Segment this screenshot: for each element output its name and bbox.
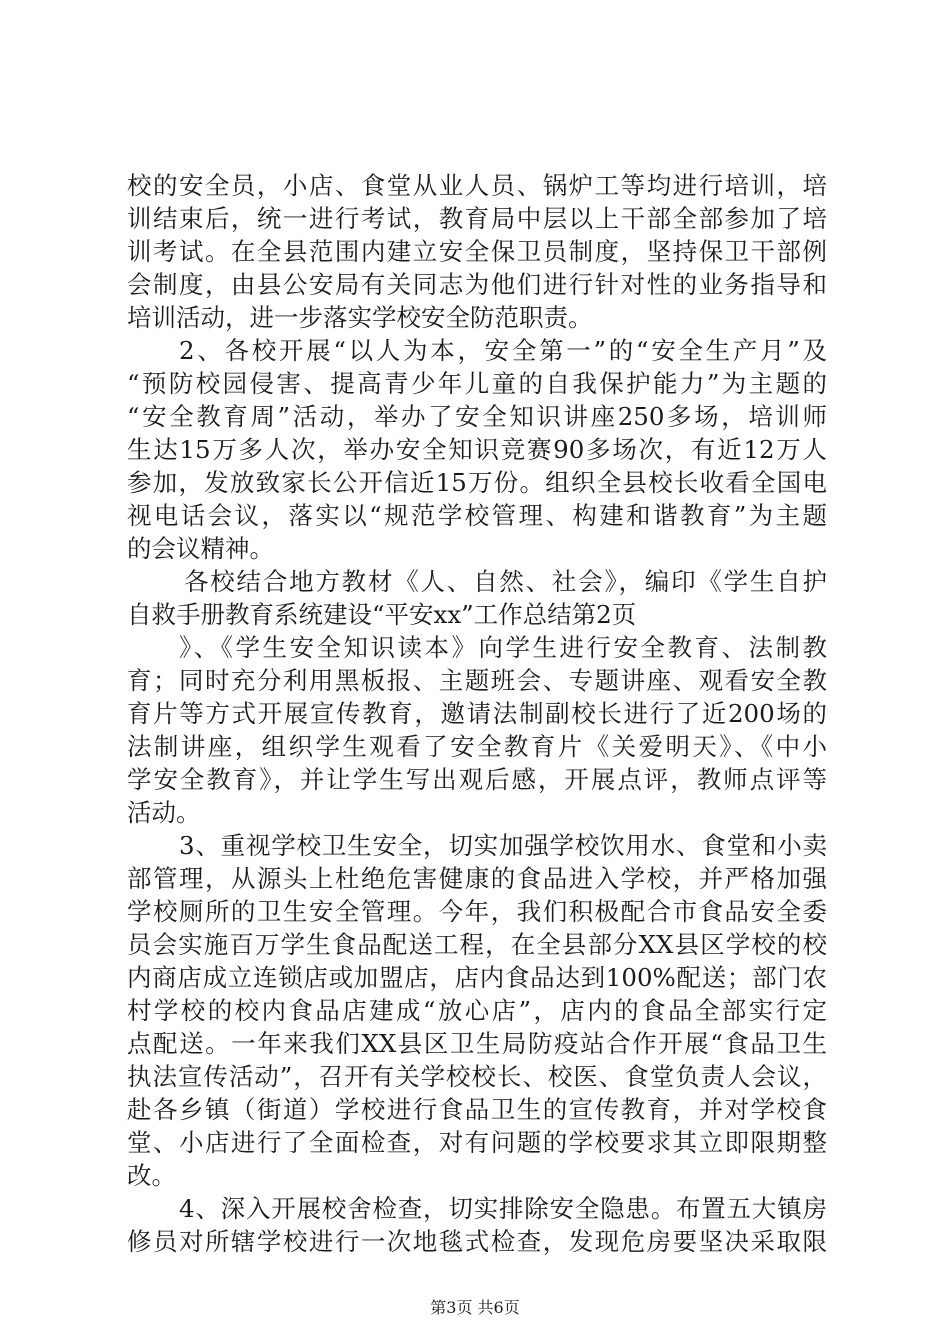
text-line: 2、各校开展“以人为本，安全第一”的“安全生产月”及 (179, 336, 827, 365)
text-line: 3、重视学校卫生安全，切实加强学校饮用水、食堂和小卖 (179, 831, 827, 860)
text-line: 法制讲座，组织学生观看了安全教育片《关爱明天》、《中小 (127, 732, 827, 761)
text-line: 活动。 (127, 798, 201, 827)
text-line: 的会议精神。 (127, 534, 274, 563)
text-line: 培训活动，进一步落实学校安全防范职责。 (127, 303, 593, 332)
text-line: 生达15万多人次，举办安全知识竞赛90多场次，有近12万人 (127, 435, 827, 464)
text-line: 学校厕所的卫生安全管理。今年，我们积极配合市食品安全委 (127, 897, 827, 926)
text-line: 校的安全员，小店、食堂从业人员、锅炉工等均进行培训，培 (127, 171, 827, 200)
text-line: 参加，发放致家长公开信近15万份。组织全县校长收看全国电 (127, 468, 827, 497)
text-line: 内商店成立连锁店或加盟店，店内食品达到100%配送；部门农 (127, 963, 827, 992)
text-line: 育；同时充分利用黑板报、主题班会、专题讲座、观看安全教 (127, 666, 827, 695)
page-footer: 第3页 共6页 (430, 1298, 520, 1317)
text-line: 部管理，从源头上杜绝危害健康的食品进入学校，并严格加强 (127, 864, 827, 893)
text-line: 村学校的校内食品店建成“放心店”，店内的食品全部实行定 (127, 996, 827, 1025)
text-line: 执法宣传活动”，召开有关学校校长、校医、食堂负责人会议， (127, 1062, 827, 1091)
text-line: 自救手册教育系统建设“平安xx”工作总结第2页 (127, 600, 637, 629)
text-line: 员会实施百万学生食品配送工程，在全县部分XX县区学校的校 (127, 930, 827, 959)
text-line: 赴各乡镇（街道）学校进行食品卫生的宣传教育，并对学校食 (127, 1095, 827, 1124)
text-line: 训结束后，统一进行考试，教育局中层以上干部全部参加了培 (127, 204, 827, 233)
text-line: 各校结合地方教材《人、自然、社会》，编印《学生自护 (184, 567, 827, 596)
text-line: 修员对所辖学校进行一次地毯式检查，发现危房要坚决采取限 (127, 1227, 827, 1256)
text-line: “预防校园侵害、提高青少年儿童的自我保护能力”为主题的 (127, 369, 827, 398)
text-line: 育片等方式开展宣传教育，邀请法制副校长进行了近200场的 (127, 699, 827, 728)
text-line: 改。 (127, 1161, 176, 1190)
text-line: 视电话会议，落实以“规范学校管理、构建和谐教育”为主题 (127, 501, 827, 530)
text-line: 4、深入开展校舍检查，切实排除安全隐患。布置五大镇房 (179, 1194, 827, 1223)
text-line: 学安全教育》，并让学生写出观后感，开展点评，教师点评等 (127, 765, 827, 794)
text-line: 点配送。一年来我们XX县区卫生局防疫站合作开展“食品卫生 (127, 1029, 827, 1058)
text-line: 训考试。在全县范围内建立安全保卫员制度，坚持保卫干部例 (127, 237, 827, 266)
text-line: 会制度，由县公安局有关同志为他们进行针对性的业务指导和 (127, 270, 827, 299)
text-line: 》、《学生安全知识读本》向学生进行安全教育、法制教 (179, 633, 827, 662)
text-line: 堂、小店进行了全面检查，对有问题的学校要求其立即限期整 (127, 1128, 827, 1157)
text-line: “安全教育周”活动，举办了安全知识讲座250多场，培训师 (127, 402, 827, 431)
